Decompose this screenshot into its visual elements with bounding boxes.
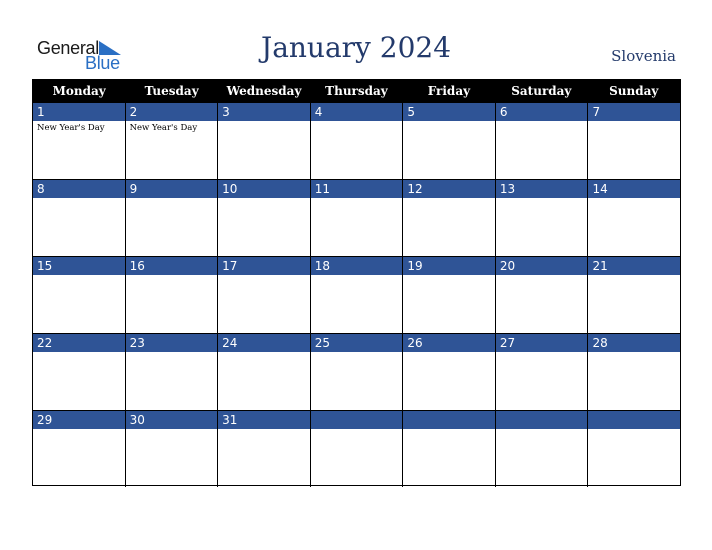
- date-bar: [496, 411, 588, 429]
- day-number: 31: [222, 413, 238, 427]
- day-number: 19: [407, 259, 423, 273]
- day-number: 16: [129, 259, 145, 273]
- day-cell[interactable]: [218, 334, 311, 410]
- weekday-header-row: [33, 80, 680, 102]
- day-number: 24: [222, 336, 238, 350]
- weekday-friday: Friday: [427, 84, 471, 98]
- day-cell[interactable]: [218, 103, 311, 179]
- day-number: 1: [37, 105, 45, 119]
- day-cell[interactable]: [33, 103, 126, 179]
- day-number: 13: [499, 182, 516, 196]
- day-cell[interactable]: [33, 180, 126, 256]
- day-number: 14: [592, 182, 608, 196]
- day-cell[interactable]: [403, 180, 496, 256]
- day-number: 12: [407, 182, 423, 196]
- day-number: 4: [314, 105, 323, 119]
- day-cell[interactable]: [403, 257, 496, 333]
- day-cell[interactable]: [126, 257, 219, 333]
- day-number: 6: [499, 105, 508, 119]
- day-number: 27: [499, 336, 516, 350]
- day-cell[interactable]: [218, 411, 311, 487]
- day-cell[interactable]: [403, 103, 496, 179]
- date-bar: [588, 411, 680, 429]
- day-cell[interactable]: [588, 180, 680, 256]
- weekday-wednesday: Wednesday: [226, 84, 302, 98]
- day-cell[interactable]: [496, 334, 589, 410]
- day-cell[interactable]: [588, 257, 680, 333]
- day-number: 23: [129, 336, 145, 350]
- day-number: 5: [407, 105, 415, 119]
- day-cell[interactable]: [126, 411, 219, 487]
- day-number: 29: [37, 413, 53, 427]
- day-cell[interactable]: [126, 103, 219, 179]
- day-cell[interactable]: [311, 257, 404, 333]
- weekday-saturday: Saturday: [511, 84, 572, 98]
- logo-word-blue: Blue: [85, 53, 120, 73]
- week-row: [33, 256, 680, 333]
- weekday-tuesday: Tuesday: [144, 84, 199, 98]
- day-cell[interactable]: [33, 334, 126, 410]
- day-cell[interactable]: [311, 103, 404, 179]
- day-cell[interactable]: [126, 334, 219, 410]
- day-number: 2: [129, 105, 138, 119]
- day-cell[interactable]: [403, 411, 496, 487]
- day-cell[interactable]: [218, 180, 311, 256]
- day-cell[interactable]: [588, 334, 680, 410]
- date-bar: [403, 411, 495, 429]
- date-bar: [126, 103, 218, 121]
- day-cell[interactable]: [311, 411, 404, 487]
- day-cell[interactable]: [311, 180, 404, 256]
- day-cell[interactable]: [496, 103, 589, 179]
- day-number: 21: [592, 259, 608, 273]
- holiday-label: New Year's Day: [37, 123, 105, 133]
- day-number: 18: [314, 259, 331, 273]
- day-number: 22: [37, 336, 53, 350]
- week-row: [33, 410, 680, 487]
- date-bar: [496, 103, 588, 121]
- weekday-sunday: Sunday: [609, 84, 659, 98]
- day-cell[interactable]: [496, 257, 589, 333]
- date-bar: [33, 180, 125, 198]
- country-label: Slovenia: [611, 47, 676, 65]
- day-number: 25: [314, 336, 331, 350]
- day-cell[interactable]: [33, 257, 126, 333]
- weekday-thursday: Thursday: [325, 84, 388, 98]
- date-bar: [218, 103, 310, 121]
- day-number: 8: [37, 182, 45, 196]
- date-bar: [311, 411, 403, 429]
- day-cell[interactable]: [33, 411, 126, 487]
- holiday-label: New Year's Day: [129, 123, 198, 133]
- date-bar: [403, 103, 495, 121]
- date-bar: [126, 180, 218, 198]
- week-row: [33, 179, 680, 256]
- day-number: 3: [222, 105, 230, 119]
- day-cell[interactable]: [126, 180, 219, 256]
- day-number: 28: [592, 336, 608, 350]
- day-number: 9: [129, 182, 138, 196]
- day-number: 10: [222, 182, 238, 196]
- date-bar: [588, 103, 680, 121]
- date-bar: [33, 103, 125, 121]
- day-cell[interactable]: [496, 180, 589, 256]
- day-cell[interactable]: [218, 257, 311, 333]
- day-number: 17: [222, 259, 238, 273]
- week-row: [33, 102, 680, 179]
- calendar-title: January 2024: [260, 31, 452, 64]
- day-number: 30: [129, 413, 145, 427]
- day-cell[interactable]: [496, 411, 589, 487]
- day-number: 15: [37, 259, 53, 273]
- week-row: [33, 333, 680, 410]
- day-number: 7: [592, 105, 601, 119]
- day-number: 26: [407, 336, 423, 350]
- day-cell[interactable]: [588, 411, 680, 487]
- calendar-grid: [32, 79, 681, 486]
- weekday-monday: Monday: [52, 84, 106, 98]
- day-cell[interactable]: [311, 334, 404, 410]
- date-bar: [311, 103, 403, 121]
- day-number: 20: [499, 259, 516, 273]
- logo-word-general: General: [37, 38, 99, 58]
- day-cell[interactable]: [403, 334, 496, 410]
- day-cell[interactable]: [588, 103, 680, 179]
- day-number: 11: [314, 182, 331, 196]
